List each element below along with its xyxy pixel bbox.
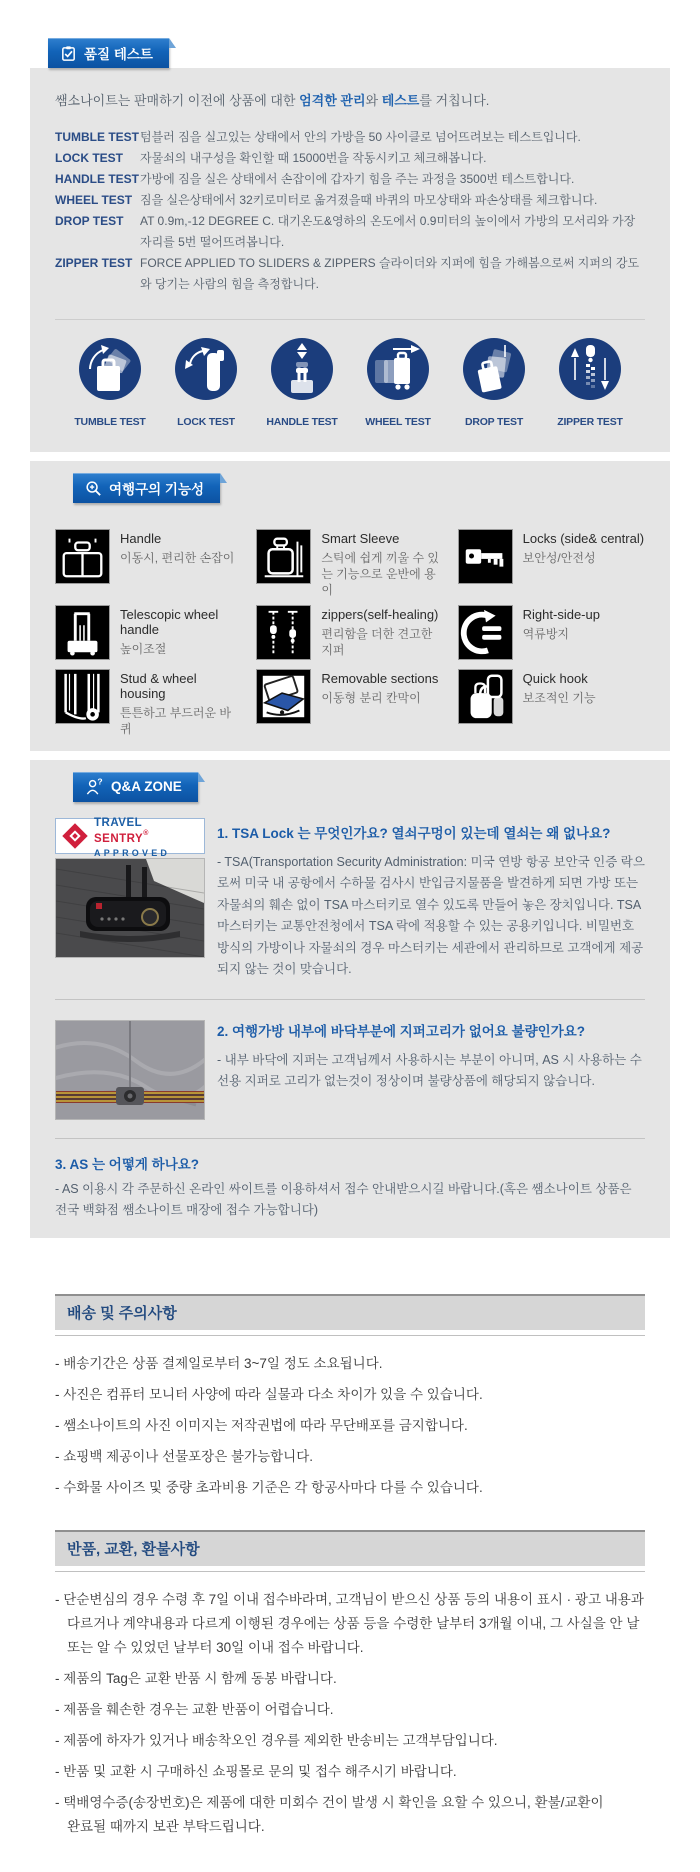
- qna-item-2: [55, 1016, 645, 1120]
- qna-section: [30, 760, 670, 1238]
- feature-item: [55, 669, 242, 737]
- divider: [55, 999, 645, 1000]
- list-item: - 제품에 하자가 있거나 배송착오인 경우를 제외한 반송비는 고객부담입니다.: [55, 1732, 498, 1748]
- test-icon-label: HANDLE TEST: [266, 416, 338, 428]
- test-icon-item: [351, 336, 445, 428]
- feature-title: Handle: [120, 531, 162, 546]
- features-badge-label: 여행구의 기능성: [109, 482, 205, 497]
- registered-mark: ®: [143, 829, 149, 837]
- tumble-test-icon: [77, 336, 143, 407]
- divider: [55, 1335, 645, 1336]
- removable-sections-icon: [256, 669, 311, 724]
- lock-test-icon: [173, 336, 239, 407]
- feature-item: [458, 605, 645, 663]
- feature-desc: 보안성/안전성: [522, 551, 596, 565]
- test-icon-item: [159, 336, 253, 428]
- feature-desc: 높이조절: [120, 641, 167, 656]
- stud-wheel-housing-icon: [55, 669, 110, 724]
- checklist-icon: [60, 45, 77, 62]
- list-item: - 사진은 컴퓨터 모니터 사양에 따라 실물과 다소 차이가 있을 수 있습니다.: [55, 1386, 483, 1402]
- zipper-test-icon: [557, 336, 623, 407]
- test-icon-label: DROP TEST: [464, 416, 524, 428]
- test-row: [55, 127, 645, 148]
- divider: [55, 1571, 645, 1572]
- returns-section-title: 반품, 교환, 환불사항: [55, 1530, 645, 1566]
- handle-icon: [55, 529, 110, 584]
- test-desc: 텀블러 짐을 실고있는 상태에서 안의 가방을 50 사이클로 넘어뜨려보는 테스트입니다.: [140, 130, 581, 144]
- test-label: TUMBLE TEST: [55, 130, 139, 144]
- shipping-section-title: 배송 및 주의사항: [55, 1294, 645, 1330]
- person-question-icon: [85, 777, 104, 796]
- quick-hook-icon: [458, 669, 513, 724]
- feature-item: [256, 605, 443, 663]
- features-section: [30, 461, 670, 751]
- feature-title: Locks (side& central): [522, 531, 645, 546]
- handle-test-icon: [269, 336, 335, 407]
- feature-title: Removable sections: [321, 670, 439, 686]
- feature-title: Smart Sleeve: [321, 531, 400, 546]
- quality-test-section: [30, 68, 670, 452]
- luggage-interior-photo: [55, 1020, 205, 1120]
- travel-sentry-approved: APPROVED: [94, 847, 171, 858]
- feature-desc: 튼튼하고 부드러운 바퀴: [120, 705, 231, 736]
- travel-sentry-diamond-icon: [62, 823, 88, 849]
- shipping-section: [55, 1294, 645, 1500]
- test-row: [55, 211, 645, 253]
- list-item: - 수화물 사이즈 및 중량 초과비용 기준은 각 항공사마다 다를 수 있습니다.: [55, 1479, 483, 1495]
- test-desc: 짐을 실은상태에서 32키로미터로 옮겨졌을때 바퀴의 마모상태와 파손상태를 체크합니다.: [140, 193, 598, 207]
- test-icon-item: [255, 336, 349, 428]
- quality-test-badge: [48, 38, 169, 68]
- svg-text:?: ?: [97, 777, 103, 788]
- quality-test-badge-label: 품질 테스트: [84, 47, 153, 62]
- test-label: ZIPPER TEST: [55, 256, 133, 270]
- features-grid: [55, 529, 645, 737]
- test-row: [55, 169, 645, 190]
- test-row: [55, 190, 645, 211]
- test-label: WHEEL TEST: [55, 193, 133, 207]
- feature-title: Telescopic wheel handle: [120, 606, 219, 637]
- test-icon-item: [447, 336, 541, 428]
- divider: [55, 1138, 645, 1139]
- qna-question-2: 2. 여행가방 내부에 바닥부분에 지퍼고리가 없어요 불량인가요?: [217, 1023, 586, 1039]
- list-item: - 제품의 Tag은 교환 반품 시 함께 동봉 바랍니다.: [55, 1670, 337, 1686]
- zoom-in-icon: [85, 480, 102, 497]
- test-label: DROP TEST: [55, 214, 124, 228]
- test-icon-label: TUMBLE TEST: [74, 416, 146, 428]
- qna-question-1: 1. TSA Lock 는 무엇인가요? 열쇠구멍이 있는데 열쇠는 왜 없나요?: [217, 825, 611, 841]
- feature-title: Right-side-up: [522, 606, 600, 622]
- feature-desc: 이동시, 편리한 손잡이: [120, 551, 235, 565]
- smart-sleeve-icon: [256, 529, 311, 584]
- test-label: LOCK TEST: [55, 151, 123, 165]
- test-icons-row: [55, 336, 645, 428]
- feature-desc: 스틱에 쉽게 끼울 수 있는 기능으로 운반에 용이: [321, 551, 439, 598]
- qna-answer-3: - AS 이용시 각 주문하신 온라인 싸이트를 이용하셔서 접수 안내받으시길 바랍니다.(혹은 쌤소나이트 상품은 전국 백화점 쌤소나이트 매장에 접수 가능합니다): [55, 1181, 632, 1218]
- test-desc: FORCE APPLIED TO SLIDERS & ZIPPERS 슬라이더와 지퍼에 힘을 가해봄으로써 지퍼의 강도와 당기는 사람의 힘을 측정합니다.: [140, 256, 640, 291]
- locks-icon: [458, 529, 513, 584]
- list-item: - 반품 및 교환 시 구매하신 쇼핑몰로 문의 및 접수 해주시기 바랍니다.: [55, 1763, 457, 1779]
- telescopic-wheel-handle-icon: [55, 605, 110, 660]
- wheel-test-icon: [365, 336, 431, 407]
- divider: [55, 319, 645, 320]
- feature-item: [458, 529, 645, 599]
- list-item: - 제품을 훼손한 경우는 교환 반품이 어렵습니다.: [55, 1701, 334, 1717]
- list-item: - 택배영수증(송장번호)은 제품에 대한 미회수 건이 발생 시 확인을 요할 수 있으니, 환불/교환이 완료될 때까지 보관 부탁드립니다.: [55, 1794, 604, 1834]
- test-icon-label: LOCK TEST: [177, 416, 235, 428]
- feature-desc: 보조적인 기능: [522, 690, 596, 705]
- drop-test-icon: [461, 336, 527, 407]
- list-item: - 쇼핑백 제공이나 선물포장은 불가능합니다.: [55, 1448, 313, 1464]
- list-item: - 쌤소나이트의 사진 이미지는 저작권법에 따라 무단배포를 금지합니다.: [55, 1417, 468, 1433]
- qna-question-3: 3. AS 는 어떻게 하나요?: [55, 1156, 200, 1172]
- feature-item: [458, 669, 645, 737]
- zippers-icon: [256, 605, 311, 660]
- qna-answer-2: - 내부 바닥에 지퍼는 고객님께서 사용하시는 부분이 아니며, AS 시 사용하는 수선용 지퍼로 고리가 없는것이 정상이며 불량상품에 해당되지 않습니다.: [217, 1052, 642, 1089]
- test-desc: 자물쇠의 내구성을 확인할 때 15000번을 작동시키고 체크해봅니다.: [140, 151, 487, 165]
- test-desc: 가방에 짐을 실은 상태에서 손잡이에 갑자기 힘을 주는 과정을 3500번 테스트합니다.: [140, 172, 575, 186]
- feature-desc: 이동형 분리 칸막이: [321, 690, 421, 705]
- feature-item: [256, 529, 443, 599]
- returns-list: [55, 1588, 645, 1839]
- feature-desc: 역류방지: [522, 626, 570, 641]
- features-badge: [73, 473, 220, 503]
- travel-sentry-word1: TRAVEL: [94, 816, 142, 829]
- qna-badge: [73, 772, 198, 802]
- returns-section: [55, 1530, 645, 1872]
- feature-item: [55, 605, 242, 663]
- list-item: - 단순변심의 경우 수령 후 7일 이내 접수바라며, 고객님이 받으신 상품 등의 내용이 표시 · 광고 내용과 다르거나 계약내용과 다르게 이행된 경우에는 상품 등을 수령한 날부터 3개월 이내, 그 사실을 안 날 또는 알 수 있었던 날부터 30일 이내 접수 바랍니다.: [55, 1591, 644, 1655]
- feature-title: zippers(self-healing): [321, 606, 439, 622]
- feature-title: Stud & wheel housing: [120, 670, 197, 701]
- test-icon-item: [63, 336, 157, 428]
- qna-badge-label: Q&A ZONE: [111, 779, 182, 795]
- qna-item-3: [55, 1153, 645, 1222]
- shipping-list: [55, 1352, 645, 1500]
- test-row: [55, 253, 645, 295]
- test-icon-label: ZIPPER TEST: [557, 416, 623, 428]
- quality-intro-text: 쌤소나이트는 판매하기 이전에 상품에 대한 엄격한 관리와 테스트를 거칩니다.: [55, 93, 490, 108]
- list-item: - 배송기간은 상품 결제일로부터 3~7일 정도 소요됩니다.: [55, 1355, 383, 1371]
- test-label: HANDLE TEST: [55, 172, 139, 186]
- feature-item: [256, 669, 443, 737]
- qna-item-1: [55, 818, 645, 981]
- right-side-up-icon: [458, 605, 513, 660]
- feature-item: [55, 529, 242, 599]
- feature-desc: 편리함을 더한 견고한 지퍼: [321, 626, 433, 657]
- feature-title: Quick hook: [522, 670, 588, 686]
- test-icon-label: WHEEL TEST: [365, 416, 431, 428]
- travel-sentry-word2: SENTRY: [94, 832, 144, 845]
- tsa-lock-photo: [55, 858, 205, 958]
- qna-answer-1: - TSA(Transportation Security Administration: 미국 연방 항공 보안국 인증 락으로써 미국 내 공항에서 수하물 검사시 반입금지물품을 발견하게 되면 가방 또는 자물쇠의 훼손 없이 TSA 마스터키로 열수 있도록 만들어 놓은 장치입니다. TSA 마스터키는 교통안전청에서 TSA 락에 적용할 수 있는 공용키입니다. 비밀번호 방식의 가방이나 자물쇠의 경우 마스터키는 세관에서 관리하므로 고객에게 제공되지 않는 것이 맞습니다.: [217, 854, 645, 977]
- test-desc: AT 0.9m,-12 DEGREE C. 대기온도&영하의 온도에서 0.9미터의 높이에서 가방의 모서리와 가장자리를 5번 떨어뜨려봅니다.: [140, 214, 636, 249]
- test-icon-item: [543, 336, 637, 428]
- travel-sentry-logo: [55, 816, 205, 858]
- test-row: [55, 148, 645, 169]
